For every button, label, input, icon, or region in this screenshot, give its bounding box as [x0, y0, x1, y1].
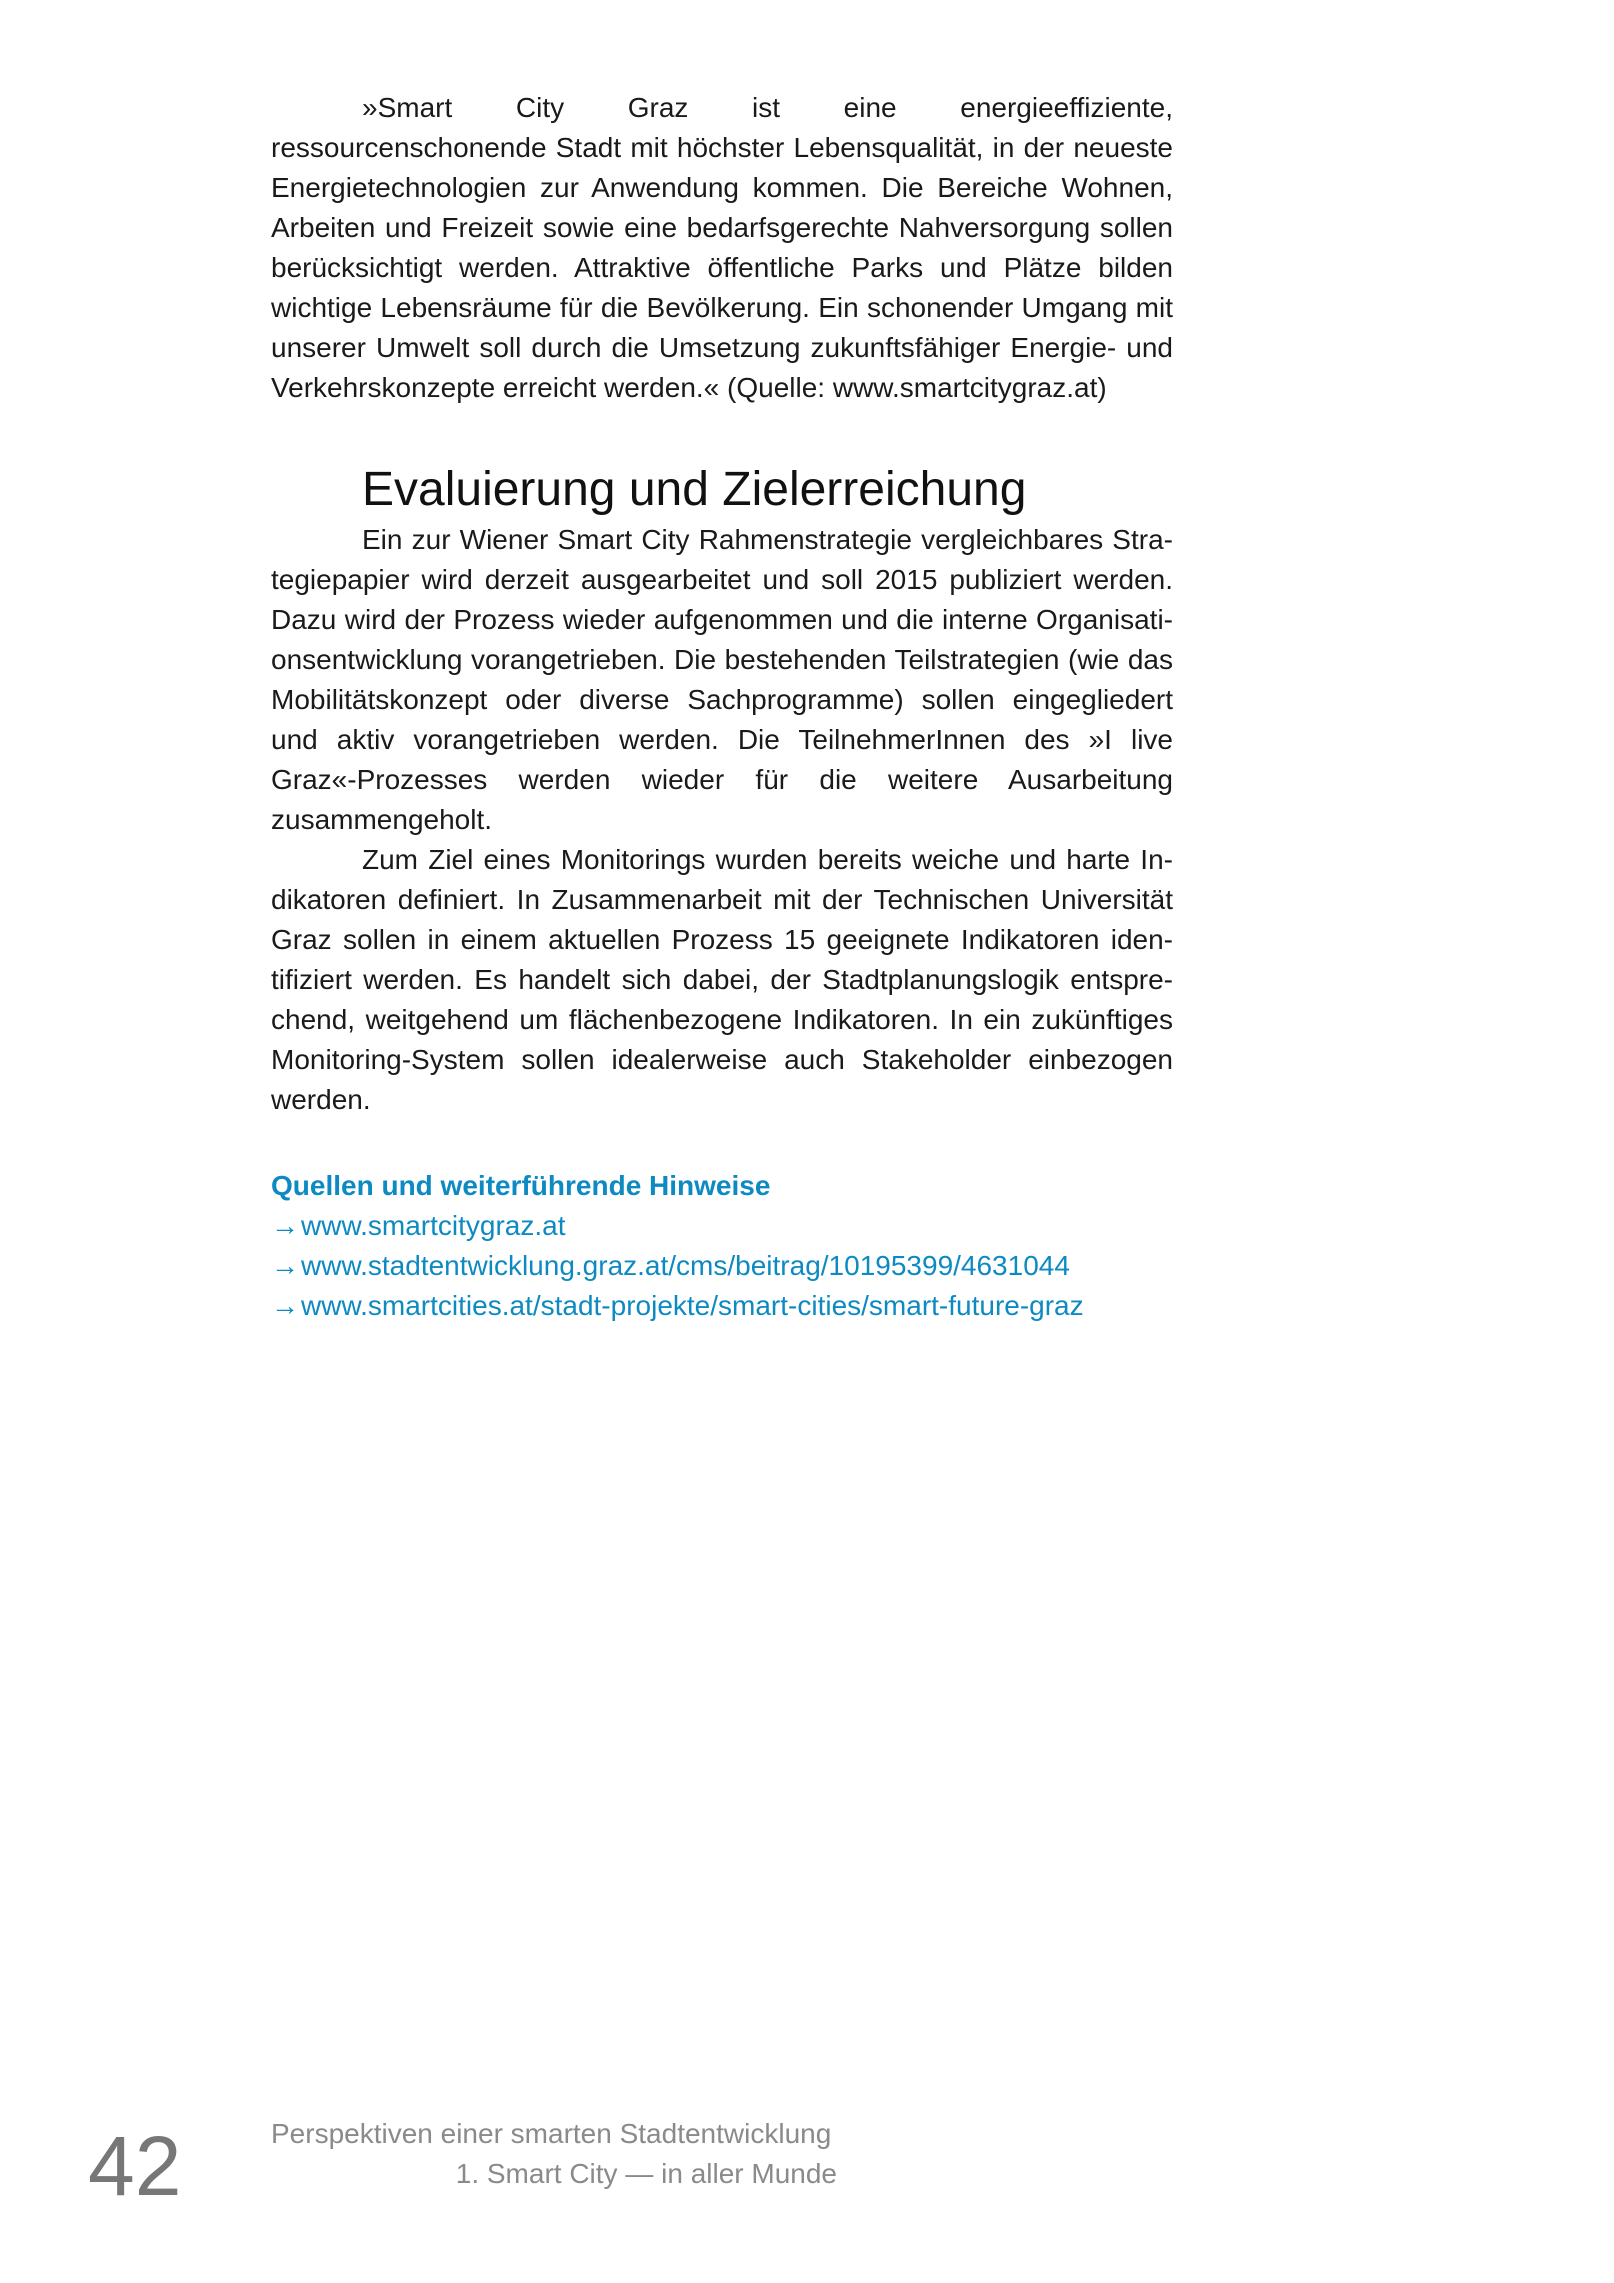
sources-title: Quellen und weiterführende Hinweise [271, 1170, 771, 1201]
footer-chapter-title: 1. Smart City — in aller Munde [455, 2158, 837, 2189]
source-link-text: www.smartcities.at/stadt-projekte/smart-cities/smart-future-graz [301, 1290, 1084, 1321]
section-heading: Evaluierung und Zielerreichung [362, 463, 1027, 516]
footer-book-title: Perspektiven einer smarten Stadtentwicklung [271, 2118, 832, 2149]
source-link-text: www.smartcitygraz.at [301, 1210, 566, 1241]
arrow-right-icon: → [271, 1290, 299, 1321]
page-number: 42 [88, 2119, 182, 2213]
quote-paragraph: »Smart City Graz ist eine energieeffiziente, ressourcenschonende Stadt mit höchster Lebensqualität, in der neueste Energietechnologien zur Anwendung kommen. Die Bereiche Wohnen, Arbeiten und Freizeit sowie eine bedarfsgerechte Nahversorgung sollen berücksichtigt werden. Attraktive öffentliche Parks und Plätze bilden wichtige Lebensräume für die Bevölkerung. Ein schonender Umgang mit unserer Umwelt soll durch die Umsetzung zukunftsfähiger Energie- und Verkehrskonzepte erreicht werden.« (Quelle: www.smartcitygraz.at) [271, 92, 1173, 403]
running-footer [271, 2114, 837, 2194]
source-link-stadtentwicklung[interactable] [271, 1246, 1173, 1286]
body-paragraph-1: Ein zur Wiener Smart City Rahmenstrategie vergleichbares Strategiepapier wird derzeit ausgearbeitet und soll 2015 publiziert werden. Dazu wird der Prozess wieder aufgenommen und die interne Organisationsentwicklung vorangetrieben. Die bestehenden Teilstrategien (wie das Mobilitätskonzept oder diverse Sachprogramme) sollen eingegliedert und aktiv vorangetrieben werden. Die TeilnehmerInnen des »I live Graz«-Prozesses werden wieder für die weitere Ausarbeitung zusammengeholt. [271, 524, 1173, 835]
body-paragraph-2: Zum Ziel eines Monitorings wurden bereits weiche und harte Indikatoren definiert. In Zusammenarbeit mit der Technischen Universität Graz sollen in einem aktuellen Prozess 15 geeignete Indikatoren identifiziert werden. Es handelt sich dabei, der Stadtplanungslogik entsprechend, weitgehend um flächenbezogene Indikatoren. In ein zukünftiges Monitoring-System sollen idealerweise auch Stakeholder einbezogen werden. [271, 844, 1173, 1115]
source-link-text: www.stadtentwicklung.graz.at/cms/beitrag/10195399/4631044 [301, 1250, 1070, 1281]
sources-section [271, 1166, 1173, 1326]
main-text-column [271, 88, 1173, 1326]
source-link-smartcities[interactable] [271, 1286, 1173, 1326]
arrow-right-icon: → [271, 1250, 299, 1281]
arrow-right-icon: → [271, 1210, 299, 1241]
source-link-smartcitygraz[interactable] [271, 1206, 1173, 1246]
